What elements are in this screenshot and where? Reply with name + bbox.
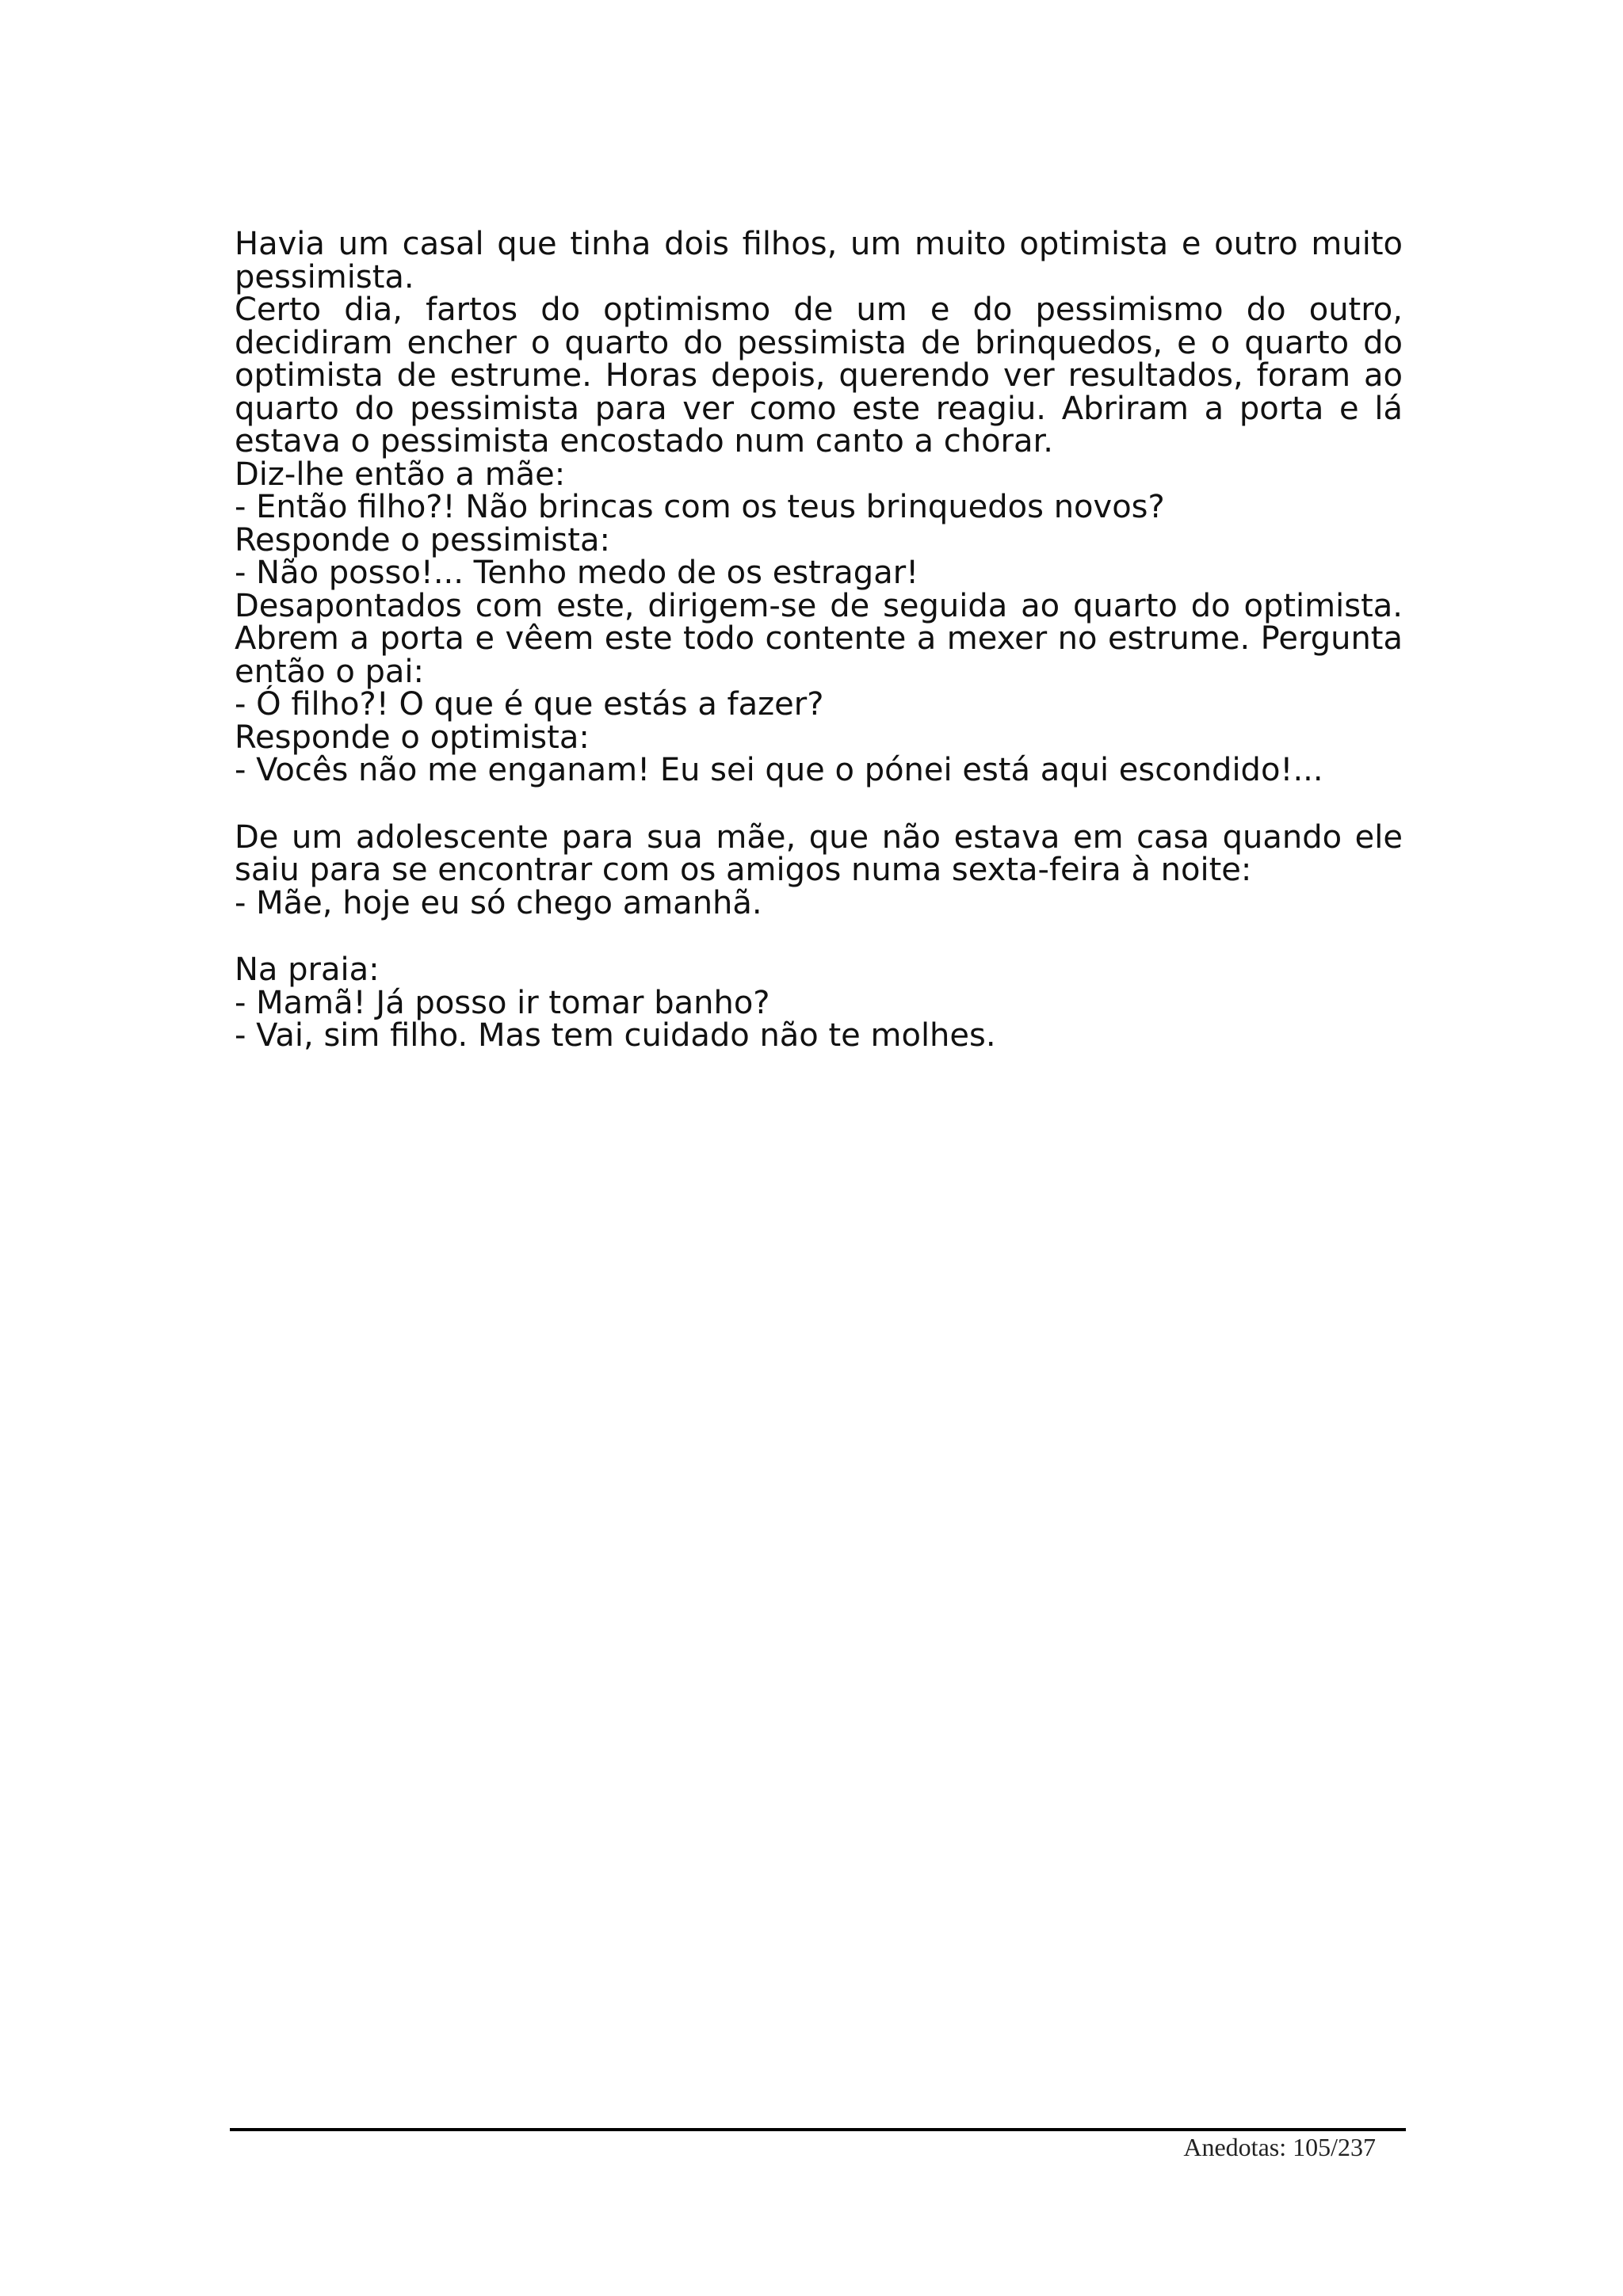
story1-paragraph-2: Certo dia, fartos do optimismo de um e do pessimismo do outro, decidiram encher o quarto do pessimista de brinquedos, e o quarto do optimista de estrume. Horas depois, querendo ver resultados, foram ao quarto do pessimista para ver como este reagiu. Abriram a porta e lá estava o pessimista encostado num canto a chorar.	[235, 292, 1403, 460]
story1-line-3: Responde o pessimista:	[235, 521, 610, 559]
story1-line-1: Diz-lhe então a mãe:	[235, 456, 566, 493]
paragraph-spacer	[235, 788, 1403, 822]
story1-line-6: Responde o optimista:	[235, 719, 590, 756]
story1-line-2: - Então filho?! Não brincas com os teus brinquedos novos?	[235, 489, 1165, 525]
story1-paragraph-3: Desapontados com este, dirigem-se de seguida ao quarto do optimista. Abrem a porta e vêem este todo contente a mexer no estrume. Pergunta então o pai:	[235, 587, 1403, 690]
story1-paragraph-1: Havia um casal que tinha dois filhos, um muito optimista e outro muito pessimista.	[235, 226, 1403, 296]
story2-line-1: - Mãe, hoje eu só chego amanhã.	[235, 884, 762, 921]
body-text	[235, 228, 1403, 1053]
page-number: Anedotas: 105/237	[1183, 2133, 1376, 2161]
footer-divider	[230, 2128, 1406, 2131]
story1-line-4: - Não posso!... Tenho medo de os estragar!	[235, 555, 919, 591]
story1-line-7: - Vocês não me enganam! Eu sei que o pónei está aqui escondido!...	[235, 752, 1323, 788]
story3-line-1: Na praia:	[235, 952, 380, 988]
story3-line-2: - Mamã! Já posso ir tomar banho?	[235, 984, 770, 1021]
story2-paragraph-1: De um adolescente para sua mãe, que não estava em casa quando ele saiu para se encontrar com os amigos numa sexta-feira à noite:	[235, 818, 1403, 888]
story1-line-5: - Ó filho?! O que é que estás a fazer?	[235, 686, 824, 723]
story3-line-3: - Vai, sim filho. Mas tem cuidado não te molhes.	[235, 1017, 996, 1054]
paragraph-spacer	[235, 920, 1403, 954]
